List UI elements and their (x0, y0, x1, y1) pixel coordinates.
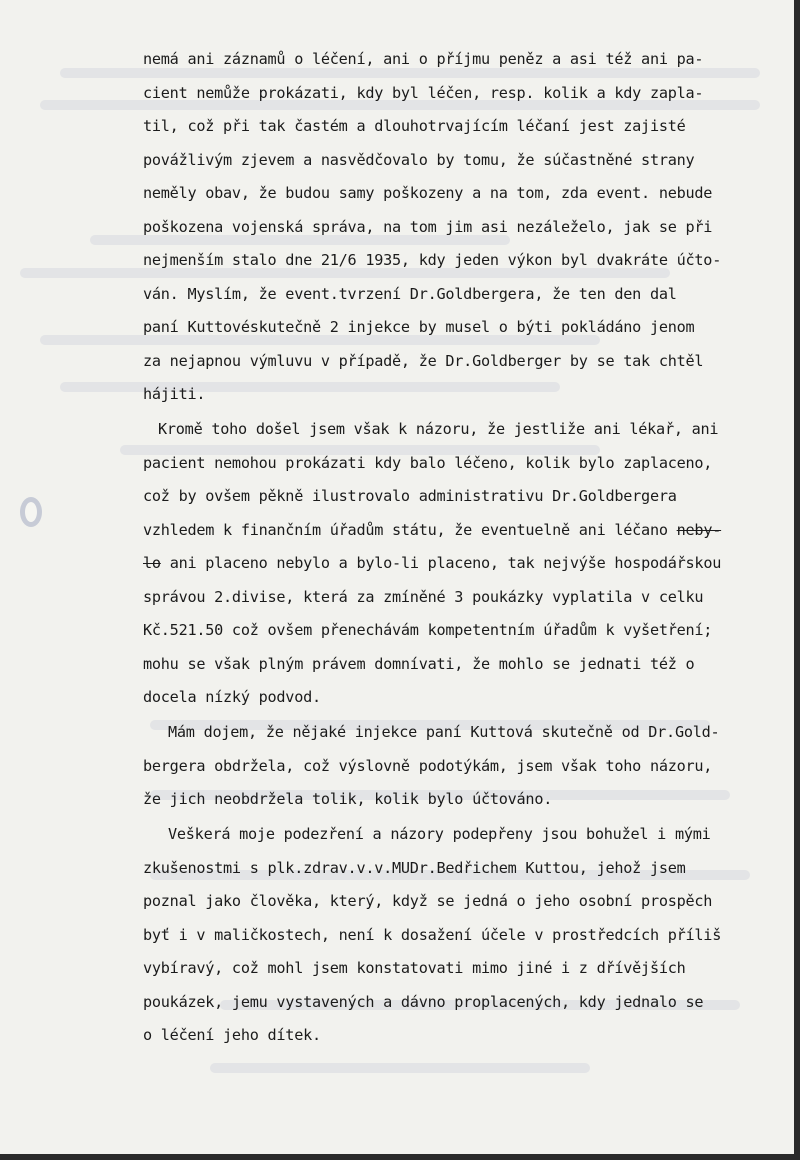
text-segment: ani placeno nebylo a bylo-li placeno, tak nejvýše hospodářskou (169, 554, 722, 572)
struck-word: lo (143, 554, 161, 572)
text-line: nejmenším stalo dne 21/6 1935, kdy jeden výkon byl dvakráte účto- (143, 251, 722, 269)
text-line: bergera obdržela, což výslovně podotýkám, jsem však toho názoru, (143, 756, 713, 775)
text-line: poškozena vojenská správa, na tom jim asi nezáleželo, jak se při (143, 217, 713, 236)
text-line: Kromě toho došel jsem však k názoru, že jestliže ani lékař, ani (158, 420, 719, 438)
text-line: o léčení jeho dítek. (143, 1026, 321, 1044)
text-line: paní Kuttovéskutečně 2 injekce by musel o býti pokládáno jenom (143, 318, 695, 336)
text-line: Veškerá moje podezření a názory podepřeny jsou bohužel i mými (168, 825, 711, 843)
text-line: pacient nemohou prokázati kdy balo léčeno, kolik bylo zaplaceno, (143, 453, 713, 472)
text-line: za nejapnou výmluvu v případě, že Dr.Goldberger by se tak chtěl (143, 351, 704, 370)
text-line: Kč.521.50 což ovšem přenechávám kompetentním úřadům k vyšetření; (143, 621, 713, 639)
text-line: neměly obav, že budou samy poškozeny a na tom, zda event. nebude (143, 184, 713, 202)
text-line: til, což při tak častém a dlouhotrvajícím léčaní jest zajisté (143, 117, 686, 135)
text-segment: vzhledem k finančním úřadům státu, že eventuelně ani léčano (143, 520, 668, 539)
text-line: povážlivým zjevem a nasvědčovalo by tomu, že súčastněné strany (143, 150, 695, 169)
text-line: což by ovšem pěkně ilustrovalo administrativu Dr.Goldbergera (143, 487, 677, 505)
struck-word: neby- (676, 520, 722, 539)
text-line: vybíravý, což mohl jsem konstatovati mimo jiné i z dřívějších (143, 959, 686, 977)
text-line (143, 513, 721, 547)
text-line: byť i v maličkostech, není k dosažení účele v prostředcích příliš (143, 925, 722, 944)
text-line: docela nízký podvod. (143, 688, 321, 706)
text-line: cient nemůže prokázati, kdy byl léčen, resp. kolik a kdy zapla- (143, 83, 704, 102)
text-line: správou 2.divise, která za zmíněné 3 poukázky vyplatila v celku (143, 587, 704, 606)
scan-edge (0, 1154, 800, 1160)
text-line: poznal jako člověka, který, když se jedná o jeho osobní prospěch (143, 892, 713, 910)
text-line: mohu se však plným právem domnívati, že mohlo se jednati též o (143, 654, 695, 673)
text-line (143, 546, 721, 580)
text-line: ván. Myslím, že event.tvrzení Dr.Goldbergera, že ten den dal (143, 284, 677, 303)
text-line: hájiti. (143, 385, 206, 403)
text-line: Mám dojem, že nějaké injekce paní Kuttová skutečně od Dr.Gold- (168, 723, 720, 741)
text-line: že jich neobdržela tolik, kolik bylo účtováno. (143, 790, 553, 808)
text-line: poukázek, jemu vystavených a dávno proplacených, kdy jednalo se (143, 992, 704, 1011)
text-line: nemá ani záznamů o léčení, ani o příjmu peněz a asi též ani pa- (143, 50, 704, 68)
scan-edge (794, 0, 800, 1160)
text-line: zkušenostmi s plk.zdrav.v.v.MUDr.Bedřichem Kuttou, jehož jsem (143, 858, 686, 877)
punch-hole (20, 497, 42, 527)
